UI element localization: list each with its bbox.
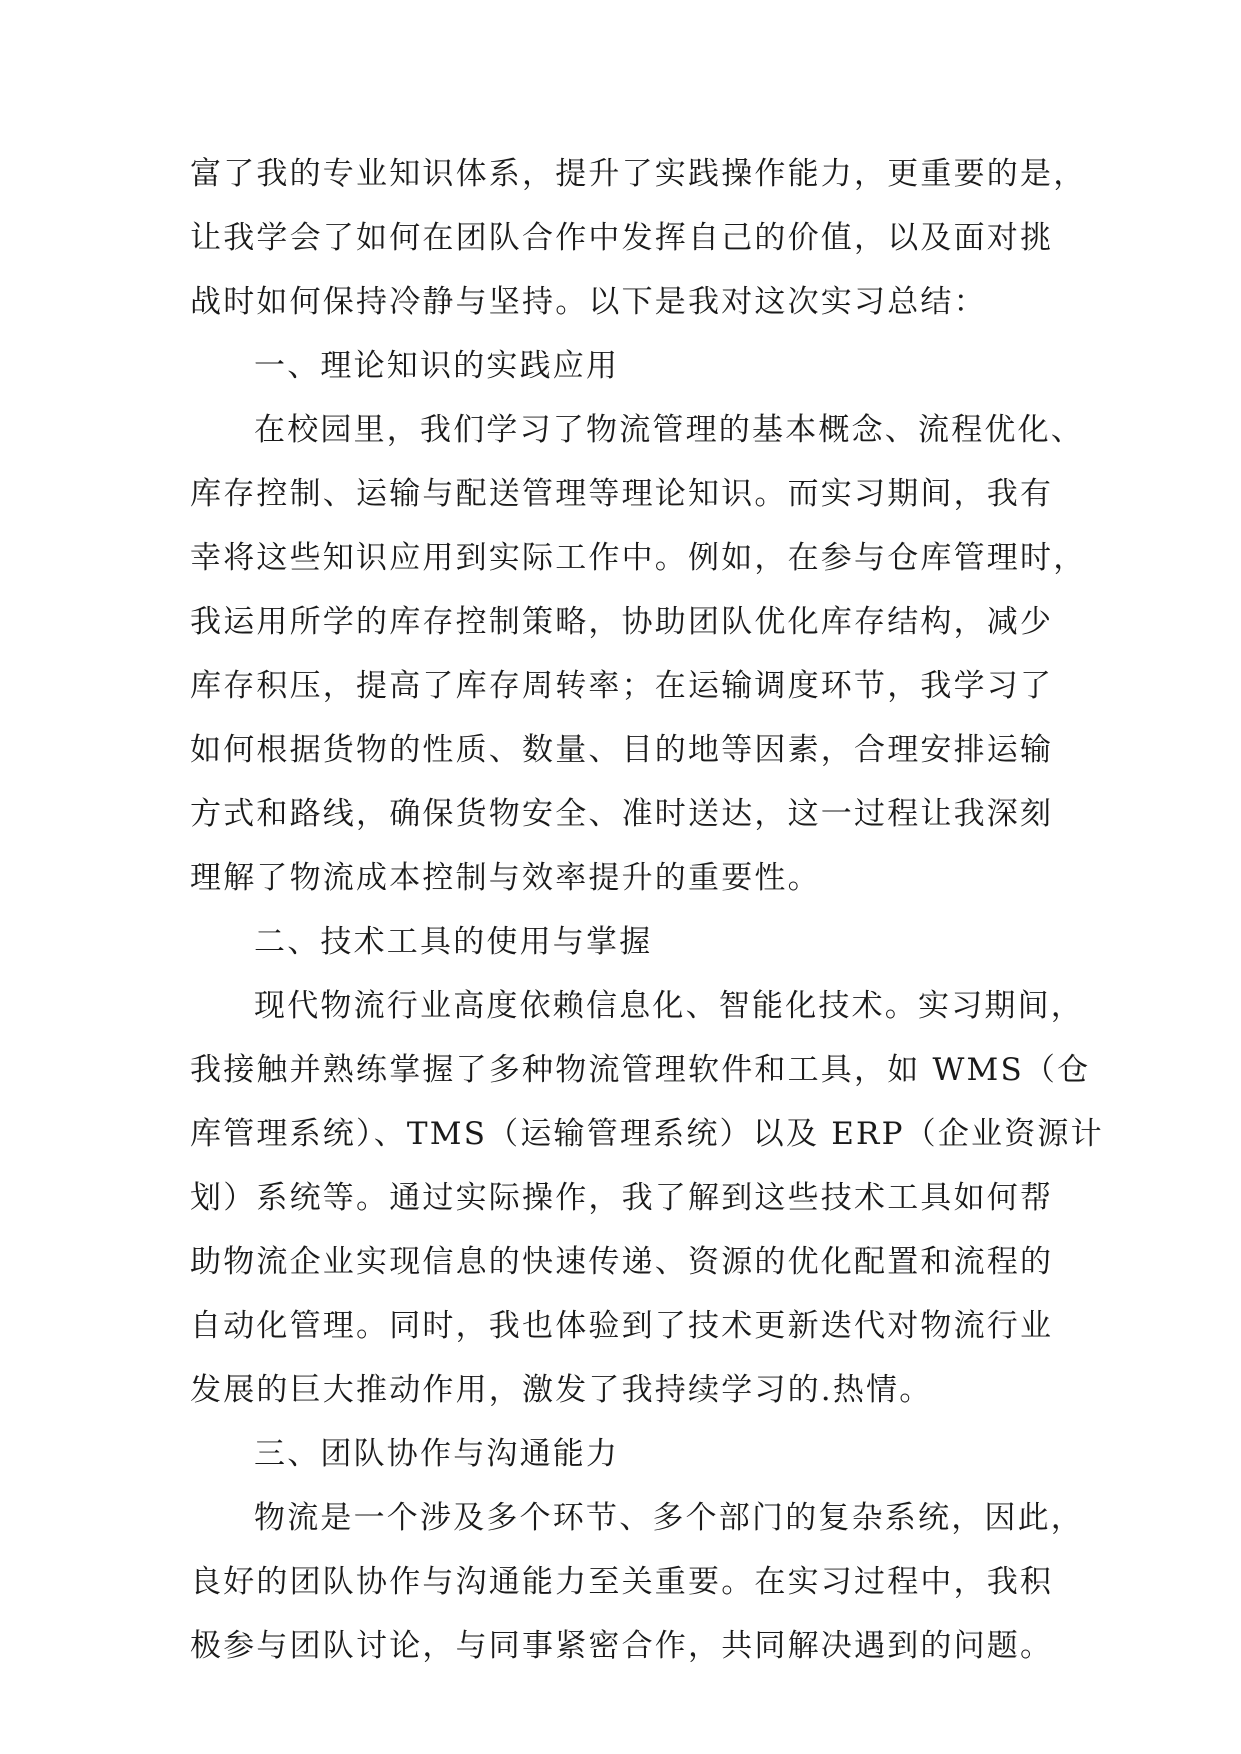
body-line: 助物流企业实现信息的快速传递、资源的优化配置和流程的 <box>190 1244 1054 1280</box>
body-line: 理解了物流成本控制与效率提升的重要性。 <box>190 860 821 896</box>
document-body <box>190 142 1104 1678</box>
section-heading: 一、理论知识的实践应用 <box>254 348 620 384</box>
body-line: 自动化管理。同时，我也体验到了技术更新迭代对物流行业 <box>190 1308 1054 1344</box>
body-line: 如何根据货物的性质、数量、目的地等因素，合理安排运输 <box>190 732 1054 768</box>
body-line: 我接触并熟练掌握了多种物流管理软件和工具，如 WMS（仓 <box>190 1052 1091 1088</box>
section-heading: 三、团队协作与沟通能力 <box>254 1436 620 1472</box>
body-line: 富了我的专业知识体系，提升了实践操作能力，更重要的是， <box>190 156 1087 192</box>
paragraph-first-line: 物流是一个涉及多个环节、多个部门的复杂系统，因此， <box>254 1500 1084 1536</box>
body-line: 库存控制、运输与配送管理等理论知识。而实习期间，我有 <box>190 476 1054 512</box>
body-line: 我运用所学的库存控制策略，协助团队优化库存结构，减少 <box>190 604 1054 640</box>
paragraph-first-line: 在校园里，我们学习了物流管理的基本概念、流程优化、 <box>254 412 1084 448</box>
body-line: 战时如何保持冷静与坚持。以下是我对这次实习总结： <box>190 284 987 320</box>
section-heading: 二、技术工具的使用与掌握 <box>254 924 653 960</box>
body-line: 极参与团队讨论，与同事紧密合作，共同解决遇到的问题。 <box>190 1628 1054 1664</box>
body-line: 库存积压，提高了库存周转率；在运输调度环节，我学习了 <box>190 668 1054 704</box>
body-line: 划）系统等。通过实际操作，我了解到这些技术工具如何帮 <box>190 1180 1054 1216</box>
body-line: 方式和路线，确保货物安全、准时送达，这一过程让我深刻 <box>190 796 1054 832</box>
body-line: 良好的团队协作与沟通能力至关重要。在实习过程中，我积 <box>190 1564 1054 1600</box>
body-line: 库管理系统）、TMS（运输管理系统）以及 ERP（企业资源计 <box>190 1116 1104 1152</box>
body-line: 发展的巨大推动作用，激发了我持续学习的.热情。 <box>190 1372 933 1408</box>
body-line: 让我学会了如何在团队合作中发挥自己的价值，以及面对挑 <box>190 220 1054 256</box>
body-line: 幸将这些知识应用到实际工作中。例如，在参与仓库管理时， <box>190 540 1087 576</box>
paragraph-first-line: 现代物流行业高度依赖信息化、智能化技术。实习期间， <box>254 988 1084 1024</box>
